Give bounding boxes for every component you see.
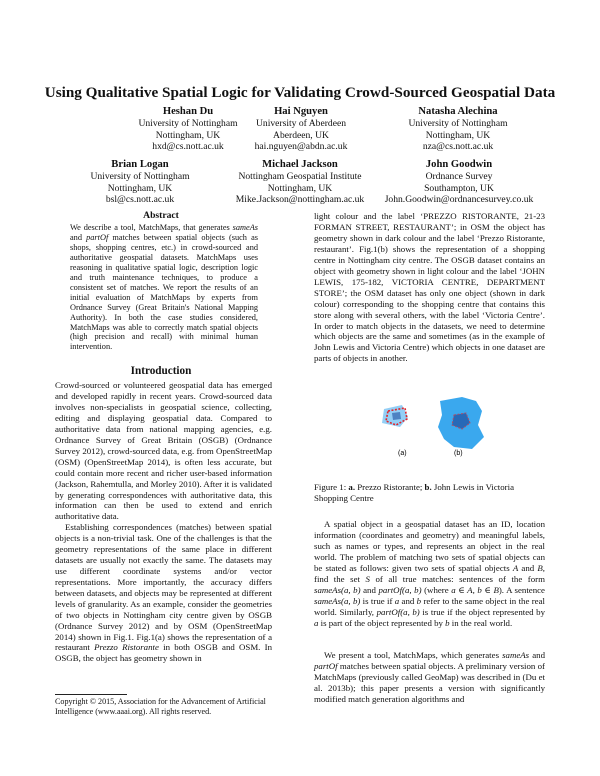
text-run: of all true matches: sentences of the form bbox=[369, 573, 545, 584]
text-run: and bbox=[70, 232, 87, 242]
intro-paragraph-2 bbox=[55, 522, 272, 664]
right-paragraph-2 bbox=[314, 519, 545, 629]
figure-label-b: (b) bbox=[454, 450, 463, 457]
text-run: A spatial object in a geospatial dataset has an ID, location information (coordinates and geometry) and meaningful labels, such as names or types, and represents an object in the real world. The problem of matching two sets of spatial objects can be stated as follows: given two sets of spatial objects bbox=[314, 519, 545, 573]
text-run: and bbox=[518, 562, 538, 573]
math-sameas: sameAs(a, b) bbox=[314, 584, 361, 595]
footnote-divider bbox=[55, 694, 127, 695]
author-location: Nottingham, UK bbox=[425, 129, 491, 141]
text-run: is part of the object represented by bbox=[318, 617, 446, 628]
author-location: Nottingham, UK bbox=[155, 129, 221, 141]
math-var-b: b bbox=[416, 595, 422, 606]
math-sameas: sameAs bbox=[232, 223, 258, 232]
math-partof: partOf bbox=[314, 660, 338, 671]
text-run: is true if the object represented by bbox=[419, 606, 546, 617]
text-run: Figure 1: bbox=[314, 482, 349, 492]
text-run: (where bbox=[421, 584, 452, 595]
caption-marker-a: a. bbox=[348, 482, 356, 492]
math-var-a: a bbox=[314, 617, 319, 628]
text-run: ). A sentence bbox=[498, 584, 545, 595]
author-affiliation: University of Nottingham bbox=[90, 171, 190, 183]
text-run: in the real world. bbox=[449, 617, 513, 628]
text-run: matches between spatial objects. A preliminary version of MatchMaps (previously called GeoMap) was described in (Du et al. 2013b); this paper presents a version with significantly modified match generation algorithms and bbox=[314, 660, 545, 704]
text-run: and bbox=[360, 584, 379, 595]
author-location: Southampton, UK bbox=[424, 182, 494, 194]
text-run: Establishing correspondences (matches) between spatial objects is a non-trivial task. One of the challenges is that the geometry representations of the same place in different datasets are usually not exactly the same. The datasets may use different coordinate systems and/or vector representations. More importantly, the accuracy differs between datasets, and objects may be represented at different levels of granularity. As an example, consider the geometries of two objects in Nottingham city centre given by OSGB (Ordnance Survey 2012) and by OSM (OpenStreetMap 2014) shown in Fig.1. Fig.1(a) shows the representation of a restaurant bbox=[55, 522, 272, 653]
figure-1-caption bbox=[314, 482, 545, 504]
author-location: Nottingham, UK bbox=[107, 182, 173, 194]
author-affiliation: University of Nottingham bbox=[138, 118, 238, 130]
math-partof: partOf(a, b) bbox=[378, 584, 422, 595]
text-run: We present a tool, MatchMaps, which generates bbox=[324, 650, 503, 660]
text-run: in both OSGB and OSM. In OSGB, the object has geometry shown in bbox=[55, 642, 272, 664]
author-name: Heshan Du bbox=[162, 106, 214, 117]
text-run: We describe a tool, MatchMaps, that generates bbox=[70, 223, 233, 232]
author-email: bsl@cs.nott.ac.uk bbox=[105, 194, 175, 206]
text-run: is true if bbox=[360, 595, 395, 606]
author-name: Hai Nguyen bbox=[274, 106, 328, 117]
math-var-b: b bbox=[445, 617, 450, 628]
intro-paragraph-1: Crowd-sourced or volunteered geospatial data has emerged and developed rapidly in recent years. Crowd-sourced data involves non-specialists in geospatial science, collecting, editing and displaying geospatial data. Compared to authoritative data from national mapping agencies, e.g. Ordnance Survey of Great Britain (OSGB) (Ordnance Survey 2012), crowd-sourced data, e.g. from OpenStreetMap (OSM) (OpenStreetMap 2014), is often less accurate, but could contain more recent and richer user-based information (Jackson, Rahemtulla, and Morley 2010). After it is validated by generating correspondences with authoritative data, this information can then be used to extend and enrich authoritative data. bbox=[55, 380, 272, 522]
math-partof: partOf bbox=[86, 232, 109, 242]
introduction-heading: Introduction bbox=[130, 365, 192, 377]
author-name: Michael Jackson bbox=[262, 159, 338, 170]
author-email: hxd@cs.nott.ac.uk bbox=[152, 141, 224, 153]
right-paragraph-3 bbox=[314, 650, 545, 705]
figure-1 bbox=[372, 397, 510, 459]
author-name: Brian Logan bbox=[111, 159, 169, 170]
text-run: refer to the same object in the real world. Similarly, bbox=[314, 595, 545, 617]
text-run: , find the set bbox=[314, 562, 545, 584]
right-paragraph-1: light colour and the label ‘PREZZO RISTORANTE, 21-23 FORMAN STREET, RESTAURANT’; in OSM the object has geometry shown in dark colour and the label ‘Prezzo Ristorante, restaurant’. Fig.1(b) shows the representation of a shopping centre in Nottingham city centre. The OSGB dataset contains an object with geometry shown in light colour and the label ‘JOHN LEWIS, 175-182, VICTORIA CENTRE, DEPARTMENT STORE’; the OSM dataset has only one object (shown in dark colour) corresponding to the shopping centre that contains this store along with several others, with the label ‘Victoria Centre’. In order to match objects in the datasets, we need to determine which objects are the same and sometimes (as in the example of John Lewis and Victoria Centre) which objects in one dataset are parts of objects in another. bbox=[314, 211, 545, 364]
figure-label-a: (a) bbox=[398, 450, 407, 457]
text-run: Prezzo Ristorante; bbox=[355, 482, 425, 492]
text-run: and bbox=[529, 650, 546, 660]
author-location: Nottingham, UK bbox=[267, 182, 333, 194]
author-email: Mike.Jackson@nottingham.ac.uk bbox=[235, 194, 365, 206]
math-set-a: A bbox=[512, 562, 519, 573]
caption-marker-b: b. bbox=[424, 482, 432, 492]
author-location: Aberdeen, UK bbox=[273, 129, 329, 141]
math-var-a: a bbox=[394, 595, 400, 606]
text-run: John Lewis in Victoria Shopping Centre bbox=[314, 482, 515, 503]
author-name: Natasha Alechina bbox=[418, 106, 498, 117]
author-affiliation: Ordnance Survey bbox=[425, 171, 493, 183]
author-email: John.Goodwin@ordnancesurvey.co.uk bbox=[384, 194, 534, 206]
paper-title: Using Qualitative Spatial Logic for Validating Crowd-Sourced Geospatial Data bbox=[44, 84, 556, 101]
abstract-text bbox=[70, 223, 258, 352]
author-email: nza@cs.nott.ac.uk bbox=[422, 141, 494, 153]
author-6 bbox=[359, 159, 559, 206]
author-3 bbox=[358, 106, 558, 153]
text-run: and bbox=[399, 595, 417, 606]
copyright-footnote: Copyright © 2015, Association for the Advancement of Artificial Intelligence (www.aaai.org). All rights reserved. bbox=[55, 697, 266, 716]
osm-inner-prezzo bbox=[392, 412, 401, 420]
author-affiliation: University of Aberdeen bbox=[255, 118, 347, 130]
math-sameas: sameAs bbox=[502, 650, 530, 660]
text-run: matches between spatial objects (such as shops, shopping centres, etc.) in crowd-sourced and authoritative geospatial datasets. MatchMaps uses reasoning in qualitative spatial logic, description logic and truth maintenance techniques, to produce a consistent set of matches. We report the results of an initial evaluation of MatchMaps by experts from Ordnance Survey (Great Britain's National Mapping Authority). In both the case studies considered, MatchMaps was able to correctly match spatial objects (high precision and recall) with minimal human intervention. bbox=[70, 232, 258, 352]
figure-1a bbox=[382, 405, 408, 457]
abstract-heading: Abstract bbox=[143, 210, 179, 221]
figure-1b bbox=[438, 397, 484, 457]
math-set-s: S bbox=[365, 573, 370, 584]
author-affiliation: Nottingham Geospatial Institute bbox=[238, 171, 362, 183]
math-membership: a ∈ A, b ∈ B bbox=[451, 584, 499, 595]
emphasis-restaurant: Prezzo Ristorante bbox=[94, 642, 159, 653]
math-sameas: sameAs(a, b) bbox=[314, 595, 361, 606]
author-name: John Goodwin bbox=[425, 159, 493, 170]
math-partof: partOf(a, b) bbox=[376, 606, 420, 617]
math-set-b: B bbox=[537, 562, 543, 573]
author-affiliation: University of Nottingham bbox=[408, 118, 508, 130]
author-email: hai.nguyen@abdn.ac.uk bbox=[254, 141, 348, 153]
